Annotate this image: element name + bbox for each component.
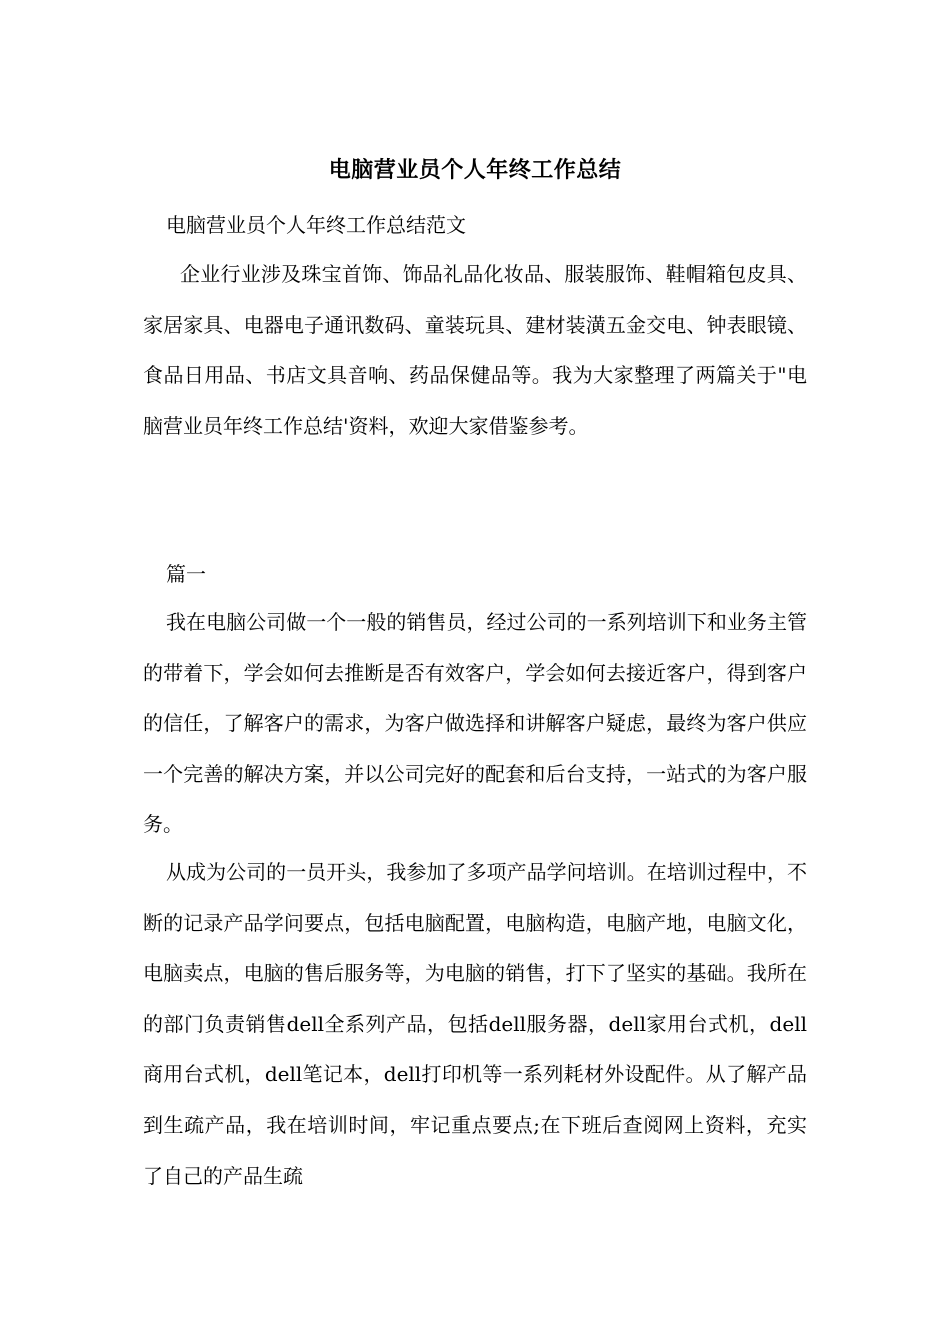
section-heading: 篇一 bbox=[166, 562, 206, 586]
intro-paragraph: 企业行业涉及珠宝首饰、饰品礼品化妆品、服装服饰、鞋帽箱包皮具、家居家具、电器电子通讯数码、童装玩具、建材装潢五金交电、钟表眼镜、食品日用品、书店文具音响、药品保健品等。我为大家整理了两篇关于"电脑营业员年终工作总结'资料，欢迎大家借鉴参考。 bbox=[143, 262, 807, 438]
body-paragraph-2: 从成为公司的一员开头，我参加了多项产品学问培训。在培训过程中，不断的记录产品学问要点，包括电脑配置，电脑构造，电脑产地，电脑文化，电脑卖点，电脑的售后服务等，为电脑的销售，打下了坚实的基础。我所在的部门负责销售dell全系列产品，包括dell服务器，dell家用台式机，dell商用台式机，dell笔记本，dell打印机等一系列耗材外设配件。从了解产品到生疏产品，我在培训时间，牢记重点要点;在下班后查阅网上资料，充实了自己的产品生疏 bbox=[143, 860, 807, 1188]
document-subtitle: 电脑营业员个人年终工作总结范文 bbox=[166, 213, 466, 237]
body-paragraph-1: 我在电脑公司做一个一般的销售员，经过公司的一系列培训下和业务主管的带着下，学会如何去推断是否有效客户，学会如何去接近客户，得到客户的信任，了解客户的需求，为客户做选择和讲解客户疑虑，最终为客户供应一个完善的解决方案，并以公司完好的配套和后台支持，一站式的为客户服务。 bbox=[143, 610, 807, 837]
document-title: 电脑营业员个人年终工作总结 bbox=[328, 157, 622, 183]
